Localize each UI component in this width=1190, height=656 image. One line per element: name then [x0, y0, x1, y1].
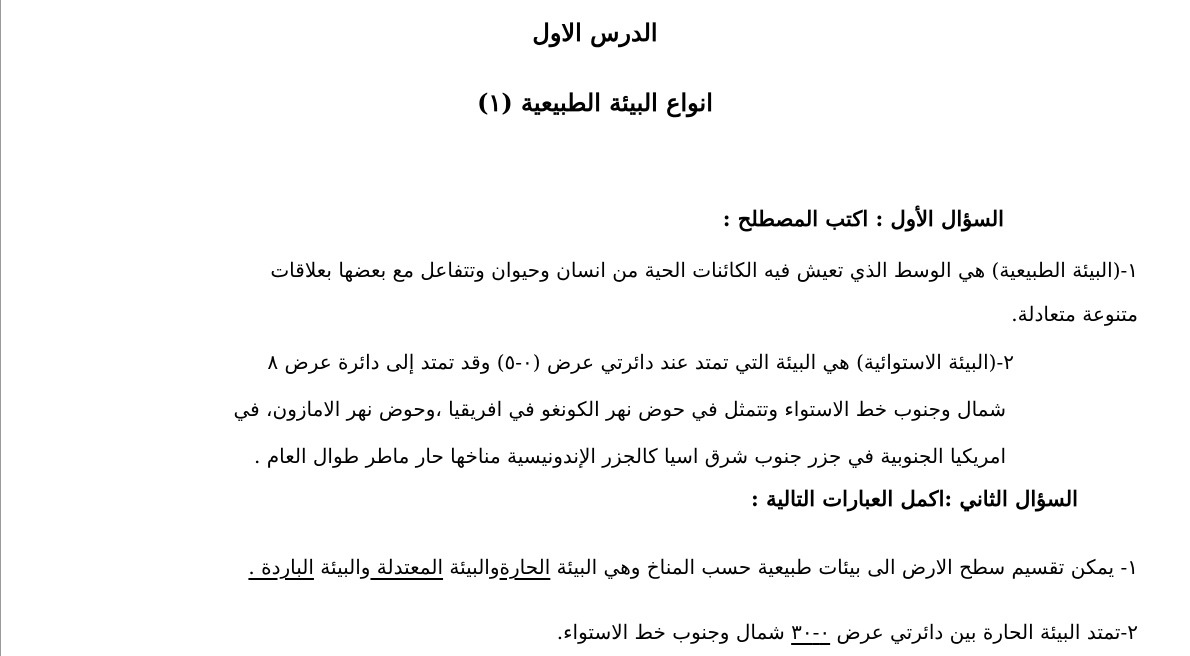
- question2-item2: [557, 620, 1138, 644]
- question2-item1: [248, 555, 1138, 579]
- q2-item1-answer-hot: الحارة: [499, 555, 551, 579]
- q2-item1-mid1: والبيئة: [443, 555, 500, 579]
- question1-item1-line2: متنوعة متعادلة.: [1011, 302, 1138, 326]
- q2-item1-answer-cold: الباردة .: [248, 555, 314, 579]
- q2-item1-prefix: ١- يمكن تقسيم سطح الارض الى بيئات طبيعية حسب المناخ وهي البيئة: [550, 555, 1138, 579]
- q2-item2-answer-latitude: ٠-٣٠: [791, 620, 831, 644]
- question2-heading: السؤال الثاني :اكمل العبارات التالية :: [751, 486, 1078, 511]
- lesson-subtitle: انواع البيئة الطبيعية (١): [477, 88, 713, 117]
- question1-item2-line3: امريكيا الجنوبية في جزر جنوب شرق اسيا كالجزر الإندونيسية مناخها حار ماطر طوال العام .: [254, 444, 1006, 468]
- lesson-title: الدرس الاول: [532, 18, 658, 47]
- question1-item1-line1: ١-(البيئة الطبيعية) هي الوسط الذي تعيش فيه الكائنات الحية من انسان وحيوان وتتفاعل مع بعضها بعلاقات: [270, 258, 1138, 282]
- question1-item2-line2: شمال وجنوب خط الاستواء وتتمثل في حوض نهر الكونغو في افريقيا ،وحوض نهر الامازون، في: [233, 397, 1006, 421]
- question1-heading: السؤال الأول : اكتب المصطلح :: [722, 206, 1004, 231]
- q2-item2-prefix: ٢-تمتد البيئة الحارة بين دائرتي عرض: [830, 620, 1138, 644]
- q2-item1-mid2: والبيئة: [313, 555, 371, 579]
- q2-item1-answer-temperate: المعتدلة: [370, 555, 444, 579]
- q2-item2-suffix: شمال وجنوب خط الاستواء.: [556, 620, 792, 644]
- question1-item2-line1: ٢-(البيئة الاستوائية) هي البيئة التي تمتد عند دائرتي عرض (٠-٥) وقد تمتد إلى دائرة عرض ٨: [267, 350, 1014, 374]
